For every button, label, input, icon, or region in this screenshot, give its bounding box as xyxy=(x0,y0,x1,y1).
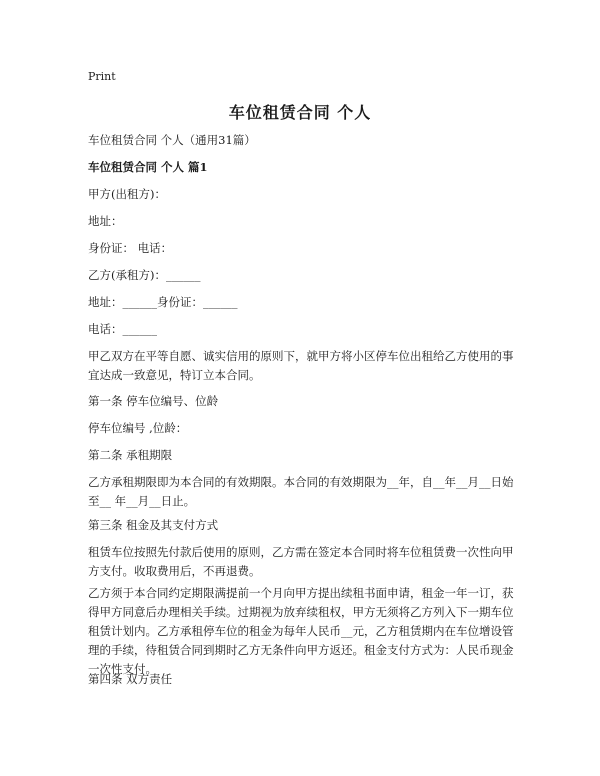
print-link[interactable]: Print xyxy=(88,70,116,83)
document-title: 车位租赁合同 个人 xyxy=(228,103,372,122)
intro-paragraph: 甲乙双方在平等自愿、诚实信用的原则下，就甲方将小区停车位出租给乙方使用的事宜达成一致意见，特订立本合同。 xyxy=(88,349,514,382)
phone-b-line: 电话：______ xyxy=(88,322,157,336)
article3-paragraph-2: 乙方须于本合同约定期限满提前一个月向甲方提出续租书面申请，租金一年一订，获得甲方同意后办理相关手续。过期视为放弃续租权，甲方无须将乙方列入下一期车位租赁计划内。乙方承租停车位的租金为每年人民币__元，乙方租赁期内在车位增设管理的手续，待租赁合同到期时乙方无条件向甲方返还。租金支付方式为：人民币现金一次性支付。 xyxy=(88,586,514,676)
article3-title: 第三条 租金及其支付方式 xyxy=(88,518,219,532)
document-subtitle: 车位租赁合同 个人（通用31篇） xyxy=(88,133,256,147)
article2-body: 乙方承租期限即为本合同的有效期限。本合同的有效期限为__年，自__年__月__日始至__ 年__月__日止。 xyxy=(88,475,514,508)
article4-title: 第四条 双方责任 xyxy=(88,672,173,686)
section-heading: 车位租赁合同 个人 篇1 xyxy=(88,160,208,174)
article1-body: 停车位编号 ,位龄： xyxy=(88,421,188,435)
address-id-b-line: 地址：______身份证：______ xyxy=(88,295,238,309)
id-phone-a-line: 身份证： 电话： xyxy=(88,241,173,255)
party-b-line: 乙方(承租方)：______ xyxy=(88,268,201,282)
article2-title: 第二条 承租期限 xyxy=(88,448,173,462)
party-a-line: 甲方(出租方)： xyxy=(88,187,166,201)
article3-paragraph-1: 租赁车位按照先付款后使用的原则，乙方需在签定本合同时将车位租赁费一次性向甲方支付。收取费用后，不再退费。 xyxy=(88,545,514,578)
article1-title: 第一条 停车位编号、位龄 xyxy=(88,394,219,408)
address-a-line: 地址： xyxy=(88,214,123,228)
